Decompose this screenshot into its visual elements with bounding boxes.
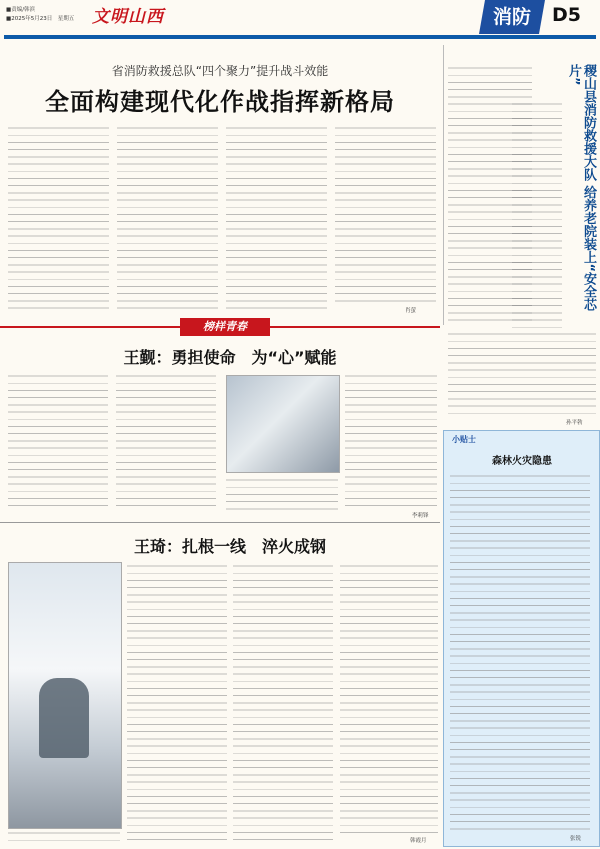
page-header	[0, 0, 600, 40]
issue-date: ■2025年5月23日 星期五	[6, 16, 75, 22]
story1-column-3	[345, 372, 437, 512]
story1-byline: 李莉锋	[412, 513, 429, 519]
tips-byline: 张锐	[570, 836, 582, 842]
main-headline: 全面构建现代化作战指挥新格局	[45, 88, 395, 116]
tips-title: 森林火灾隐患	[492, 456, 552, 467]
main-article-column-3	[226, 124, 327, 314]
story2-photo	[8, 562, 122, 829]
story2-headline: 王琦：扎根一线 淬火成钢	[133, 537, 326, 556]
story2-photo-figure	[39, 678, 89, 758]
story1-photo-caption	[226, 476, 338, 512]
story2-column-1	[127, 562, 227, 846]
tips-label: 小贴士	[452, 434, 476, 444]
section-badge	[479, 0, 545, 34]
main-byline: 肖萤	[405, 308, 417, 314]
story2-column-3	[340, 562, 438, 838]
story2-column-2	[233, 562, 333, 846]
page-number: D5	[552, 4, 581, 26]
story1-column-1	[8, 372, 108, 512]
main-article-column-2	[117, 124, 218, 314]
main-article-column-1	[8, 124, 109, 314]
main-kicker: 省消防救援总队“四个聚力”提升战斗效能	[111, 64, 329, 78]
main-article-column-4	[335, 124, 436, 306]
issue-editor: ■责编/韩滨	[6, 7, 36, 13]
sidebar-byline: 孙平勃	[566, 420, 583, 426]
story1-column-2	[116, 372, 216, 512]
column-divider	[443, 45, 444, 325]
story2-byline: 韩霞月	[410, 838, 427, 844]
sidebar-headline: 稷山县消防救援大队 给养老院装上“安全芯片”	[566, 64, 596, 312]
story-divider	[0, 522, 440, 523]
sidebar-article-continued	[448, 330, 596, 418]
section-badge-label: 消防	[492, 6, 531, 28]
tips-body	[450, 472, 590, 835]
sidebar-article-column-2	[512, 100, 562, 330]
story1-photo	[226, 375, 340, 473]
banner: 榜样青春	[180, 318, 270, 336]
masthead: 文明山西	[92, 7, 164, 27]
header-rule	[4, 35, 596, 39]
story2-photo-caption	[8, 829, 120, 845]
story1-headline: 王觐：勇担使命 为“心”赋能	[123, 348, 337, 367]
